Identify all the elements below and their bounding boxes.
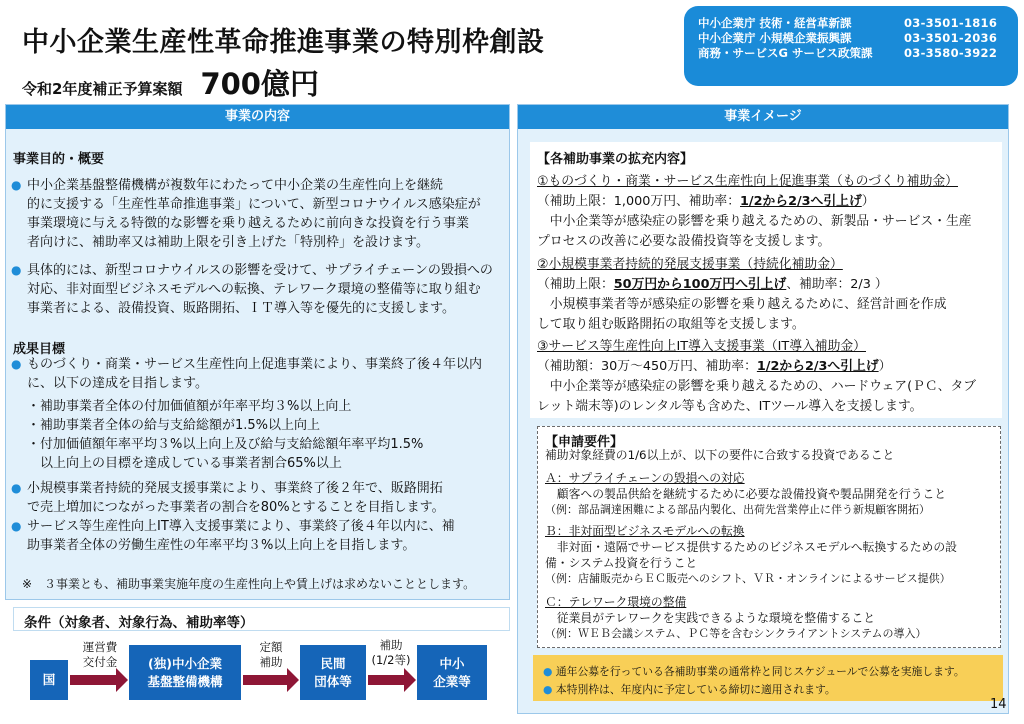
requirement-b bbox=[545, 523, 957, 586]
contact-tel: 03-3501-2036 bbox=[904, 31, 998, 45]
conditions-title: 条件（対象者、対象行為、補助率等） bbox=[24, 615, 254, 631]
program-2-limit bbox=[537, 275, 947, 295]
note-item bbox=[543, 663, 965, 681]
text-line: ・補助事業者全体の付加価値額が年率平均３%以上向上 bbox=[27, 399, 352, 414]
bullet-icon: ● bbox=[543, 665, 553, 678]
text-line: 小規模事業者等が感染症の影響を乗り越えるために、経営計画を作成 bbox=[537, 297, 947, 312]
text-line: 従業員がテレワークを実践できるような環境を整備すること bbox=[545, 611, 876, 625]
text-line: 備・システム投資を行うこと bbox=[545, 556, 698, 570]
flow-arrow-icon bbox=[368, 668, 416, 692]
text-line: して取り組む販路開拓の取組等を支援します。 bbox=[537, 317, 805, 332]
note-text: 本特別枠は、年度内に予定している締切に適用されます。 bbox=[555, 683, 836, 696]
text-line: ・補助事業者全体の給与支給総額が1.5%以上向上 bbox=[27, 418, 321, 433]
limit-emphasis: 1/2から2/3へ引上げ bbox=[756, 359, 879, 374]
limit-text: （補助上限：1,000万円、補助率： bbox=[537, 194, 740, 209]
program-3-limit bbox=[537, 357, 976, 377]
goals-title: 成果目標 bbox=[13, 342, 66, 357]
note-item bbox=[543, 681, 965, 699]
notes bbox=[543, 663, 965, 699]
limit-text: ） bbox=[861, 194, 875, 209]
footnote: ※ ３事業とも、補助事業実施年度の生産性向上や賃上げは求めないこととします。 bbox=[22, 577, 476, 591]
page-title: 中小企業生産性革命推進事業の特別枠創設 bbox=[22, 27, 545, 58]
limit-emphasis: 50万円から100万円へ引上げ bbox=[613, 277, 787, 292]
flow-box-private-org: 民間 団体等 bbox=[300, 645, 366, 700]
limit-text: （補助額：30万～450万円、補助率： bbox=[537, 359, 757, 374]
limit-emphasis: 1/2から2/3へ引上げ bbox=[740, 194, 862, 209]
program-3 bbox=[537, 337, 976, 417]
flow-box-sme: 中小 企業等 bbox=[417, 645, 487, 700]
program-2 bbox=[537, 255, 947, 335]
contact-org: 商務・サービスG サービス政策課 bbox=[698, 46, 873, 60]
flow-box-country: 国 bbox=[30, 660, 68, 700]
text-line: 中小企業基盤整備機構が複数年にわたって中小企業の生産性向上を継続 bbox=[27, 178, 444, 193]
contact-tel: 03-3580-3922 bbox=[904, 46, 998, 60]
text-line: 的に支援する「生産性革命推進事業」について、新型コロナウイルス感染症が bbox=[27, 197, 481, 212]
limit-text: 、補助率：2/3 ） bbox=[786, 277, 888, 292]
limit-text: （補助上限： bbox=[537, 277, 614, 292]
text-line: 中小企業等が感染症の影響を乗り越えるための、ハードウェア(ＰＣ、タブ bbox=[537, 379, 977, 394]
program-3-name: ③サービス等生産性向上IT導入支援事業（IT導入補助金） bbox=[537, 339, 866, 354]
contact-org: 中小企業庁 技術・経営革新課 bbox=[698, 16, 852, 30]
text-line: 対応、非対面型ビジネスモデルへの転換、テレワーク環境の整備等に取り組む bbox=[27, 282, 481, 297]
flow-box-smrj: (独)中小企業 基盤整備機構 bbox=[129, 645, 241, 700]
flow-label-fixed: 定額 補助 bbox=[259, 640, 283, 669]
bullet-icon: ● bbox=[11, 481, 22, 495]
requirement-b-title: Ｂ：非対面型ビジネスモデルへの転換 bbox=[545, 524, 745, 538]
text-line: 助事業者全体の労働生産性の年率平均３%以上向上を目指します。 bbox=[27, 538, 416, 553]
text-line: 以上向上の目標を達成している事業者割合65%以上 bbox=[27, 456, 342, 471]
limit-text: ） bbox=[878, 359, 892, 374]
budget-label: 令和2年度補正予算案額 bbox=[22, 80, 183, 98]
text-line: 者向けに、補助率又は補助上限を引き上げた「特別枠」を設けます。 bbox=[27, 235, 429, 250]
requirement-example: （例：店舗販売からＥＣ販売へのシフト、ＶＲ・オンラインによるサービス提供） bbox=[545, 572, 951, 585]
flow-arrow-icon bbox=[243, 668, 299, 692]
text-line: 小規模事業者持続的発展支援事業により、事業終了後２年で、販路開拓 bbox=[27, 481, 443, 496]
content-panel-header: 事業の内容 bbox=[6, 105, 509, 129]
program-2-name: ②小規模事業者持続的発展支援事業（持続化補助金） bbox=[537, 257, 843, 272]
requirements-intro: 補助対象経費の1/6以上が、以下の要件に合致する投資であること bbox=[545, 448, 895, 462]
bullet-icon: ● bbox=[11, 263, 22, 277]
bullet-icon: ● bbox=[543, 683, 553, 696]
image-panel-header: 事業イメージ bbox=[518, 105, 1008, 129]
flow-label-subsidy: 補助 (1/2等) bbox=[371, 638, 411, 667]
text-line: 事業環境に与える特徴的な影響を乗り越えるために前向きな投資を行う事業 bbox=[27, 216, 470, 231]
bullet-icon: ● bbox=[11, 178, 22, 192]
text-line: レット端末等)のレンタル等も含めた、ITツール導入を支援します。 bbox=[537, 399, 923, 414]
flow-label-grant: 運営費 交付金 bbox=[82, 640, 118, 669]
bullet-icon: ● bbox=[11, 357, 22, 371]
page-number: 14 bbox=[990, 697, 1007, 712]
note-text: 通年公募を行っている各補助事業の通常枠と同じスケジュールで公募を実施します。 bbox=[555, 665, 965, 678]
text-line: ものづくり・商業・サービス生産性向上促進事業により、事業終了後４年以内 bbox=[27, 357, 483, 372]
purpose-title: 事業目的・概要 bbox=[13, 152, 105, 167]
program-1-name: ①ものづくり・商業・サービス生産性向上促進事業（ものづくり補助金） bbox=[537, 174, 958, 189]
text-line: 具体的には、新型コロナウイルスの影響を受けて、サプライチェーンの毀損への bbox=[27, 263, 493, 278]
contact-org: 中小企業庁 小規模企業振興課 bbox=[698, 31, 852, 45]
contact-tel: 03-3501-1816 bbox=[904, 16, 998, 30]
requirement-c-title: Ｃ：テレワーク環境の整備 bbox=[545, 595, 687, 609]
text-line: 顧客への製品供給を継続するために必要な設備投資や製品開発を行うこと bbox=[545, 487, 947, 501]
requirement-c bbox=[545, 594, 927, 641]
program-1 bbox=[537, 172, 972, 252]
text-line: に、以下の達成を目指します。 bbox=[27, 376, 208, 391]
text-line: 中小企業等が感染症の影響を乗り越えるための、新製品・サービス・生産 bbox=[537, 214, 972, 229]
budget-amount: 700億円 bbox=[200, 67, 319, 101]
text-line: ・付加価値額年率平均３%以上向上及び給与支給総額年率平均1.5% bbox=[27, 437, 424, 452]
flow-arrow-icon bbox=[70, 668, 128, 692]
requirement-example: （例：ＷＥＢ会議システム、ＰＣ等を含むシンクライアントシステムの導入） bbox=[545, 627, 927, 640]
text-line: サービス等生産性向上IT導入支援事業により、事業終了後４年以内に、補 bbox=[27, 519, 455, 534]
requirements-title: 【申請要件】 bbox=[545, 435, 624, 450]
requirement-example: （例：部品調達困難による部品内製化、出荷先営業停止に伴う新規顧客開拓） bbox=[545, 503, 930, 516]
bullet-icon: ● bbox=[11, 519, 22, 533]
text-line: プロセスの改善に必要な設備投資等を支援します。 bbox=[537, 234, 831, 249]
text-line: で売上増加につながった事業者の割合を80%とすることを目指します。 bbox=[27, 500, 445, 515]
requirement-a-title: Ａ：サプライチェーンの毀損への対応 bbox=[545, 471, 745, 485]
requirement-a bbox=[545, 470, 946, 517]
text-line: 事業者による、設備投資、販路開拓、ＩＴ導入等を優先的に支援します。 bbox=[27, 301, 455, 316]
text-line: 非対面・遠隔でサービス提供するためのビジネスモデルへ転換するための設 bbox=[545, 540, 957, 554]
subsidy-title: 【各補助事業の拡充内容】 bbox=[537, 152, 694, 167]
program-1-limit bbox=[537, 192, 972, 212]
